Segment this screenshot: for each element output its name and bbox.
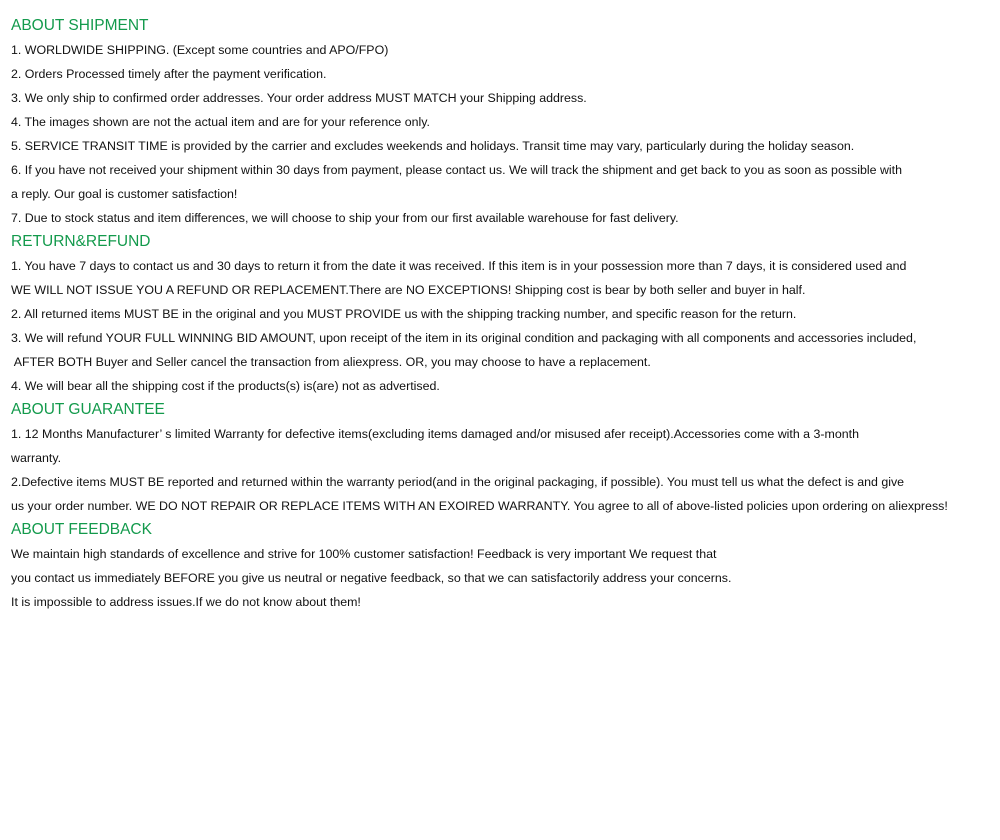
section-guarantee [11,398,996,518]
policy-line: 1. 12 Months Manufacturer’ s limited Warranty for defective items(excluding items damaged and/or misused afer receipt).Accessories come with a 3-month [11,427,859,441]
policy-line: We maintain high standards of excellence and strive for 100% customer satisfaction! Feedback is very important We request that [11,547,717,561]
policy-line: 4. We will bear all the shipping cost if the products(s) is(are) not as advertised. [11,379,440,393]
policy-line: 1. You have 7 days to contact us and 30 days to return it from the date it was received. If this item is in your possession more than 7 days, it is considered used and [11,259,907,273]
policy-line: a reply. Our goal is customer satisfaction! [11,187,238,201]
policy-line: WE WILL NOT ISSUE YOU A REFUND OR REPLACEMENT.There are NO EXCEPTIONS! Shipping cost is bear by both seller and buyer in half. [11,283,806,297]
policy-line: 2. All returned items MUST BE in the original and you MUST PROVIDE us with the shipping tracking number, and specific reason for the return. [11,307,797,321]
policy-line: 6. If you have not received your shipment within 30 days from payment, please contact us. We will track the shipment and get back to you as soon as possible with [11,163,902,177]
section-heading: RETURN&REFUND [11,233,151,250]
section-heading: ABOUT GUARANTEE [11,401,165,418]
section-feedback [11,518,996,614]
policy-line: us your order number. WE DO NOT REPAIR OR REPLACE ITEMS WITH AN EXOIRED WARRANTY. You agree to all of above-listed policies upon ordering on aliexpress! [11,499,948,513]
policy-line: 2. Orders Processed timely after the payment verification. [11,67,327,81]
section-heading: ABOUT FEEDBACK [11,521,152,538]
policy-line: warranty. [11,451,62,465]
policy-line: 3. We only ship to confirmed order addresses. Your order address MUST MATCH your Shipping address. [11,91,587,105]
policy-line: 1. WORLDWIDE SHIPPING. (Except some countries and APO/FPO) [11,43,389,57]
section-return-refund [11,230,996,398]
policy-line: 2.Defective items MUST BE reported and returned within the warranty period(and in the original packaging, if possible). You must tell us what the defect is and give [11,475,905,489]
policy-line: AFTER BOTH Buyer and Seller cancel the transaction from aliexpress. OR, you may choose to have a replacement. [11,355,651,369]
policy-line: you contact us immediately BEFORE you give us neutral or negative feedback, so that we can satisfactorily address your concerns. [11,571,732,585]
policy-line: It is impossible to address issues.If we do not know about them! [11,595,361,609]
policy-document [11,14,996,614]
policy-line: 3. We will refund YOUR FULL WINNING BID AMOUNT, upon receipt of the item in its original condition and packaging with all components and accessories included, [11,331,917,345]
section-shipment [11,14,996,230]
policy-line: 5. SERVICE TRANSIT TIME is provided by the carrier and excludes weekends and holidays. Transit time may vary, particularly during the holiday season. [11,139,855,153]
policy-line: 7. Due to stock status and item differences, we will choose to ship your from our first available warehouse for fast delivery. [11,211,679,225]
policy-line: 4. The images shown are not the actual item and are for your reference only. [11,115,430,129]
section-heading: ABOUT SHIPMENT [11,17,149,34]
